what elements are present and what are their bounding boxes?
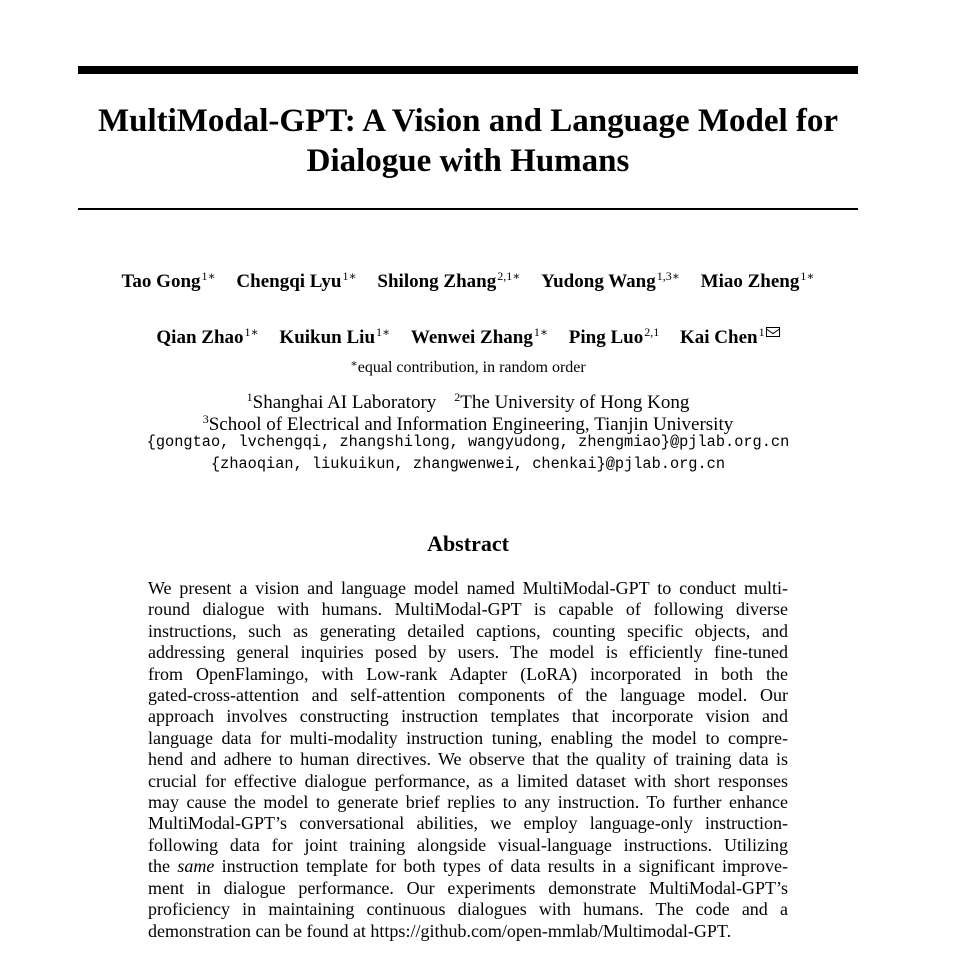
note-mark: ∗ — [350, 358, 358, 370]
author — [236, 264, 356, 294]
author-affil-mark: 1∗ — [376, 325, 391, 339]
abstract-line: gated-cross-attention and self-attention components of the language model. Our — [148, 685, 788, 706]
author-affil-mark: 2,1∗ — [497, 269, 521, 283]
top-rule — [78, 66, 858, 74]
author — [701, 264, 815, 294]
note-text: equal contribution, in random order — [357, 359, 586, 376]
author-name: Ping Luo — [568, 327, 644, 348]
author-name: Tao Gong — [121, 271, 201, 292]
contribution-note — [60, 354, 876, 378]
affil-mark: 3 — [202, 412, 209, 426]
abstract-line: demonstration can be found at https://github.com/open-mmlab/Multimodal-GPT. — [148, 920, 732, 941]
author-affil-mark: 1∗ — [800, 269, 815, 283]
abstract-line: hend and adhere to human directives. We observe that the quality of training data is — [148, 749, 788, 770]
author-name: Qian Zhao — [156, 327, 244, 348]
author-affil-mark: 1∗ — [244, 325, 259, 339]
abstract-line — [148, 856, 788, 877]
author-affil-mark: 1∗ — [533, 325, 549, 339]
email-line-1: {gongtao, lvchengqi, zhangshilong, wangyudong, zhengmiao}@pjlab.org.cn — [146, 433, 790, 451]
author-affil-mark: 1 — [758, 325, 765, 339]
authors-row-1 — [60, 264, 876, 294]
abstract-line: proficiency in maintaining continuous dialogues with humans. The code and a — [148, 899, 788, 920]
abstract-text: the — [148, 856, 170, 877]
author — [569, 320, 659, 350]
abstract-body — [148, 578, 788, 942]
author — [279, 320, 390, 350]
author — [156, 320, 258, 350]
author-affil-mark: 2,1 — [644, 325, 660, 339]
abstract-heading: Abstract — [427, 531, 509, 556]
abstract-line: from OpenFlamingo, with Low-rank Adapter (LoRA) incorporated in both the — [148, 663, 788, 684]
abstract-line: We present a vision and language model named MultiModal-GPT to conduct multi- — [148, 578, 788, 598]
author-name: Kai Chen — [679, 327, 758, 348]
author-name: Miao Zheng — [700, 271, 800, 292]
author-name: Shilong Zhang — [377, 271, 497, 292]
abstract-line: crucial for effective dialogue performance, as a limited dataset with short responses — [148, 770, 788, 791]
author-name: Yudong Wang — [541, 271, 656, 292]
email-line-2: {zhaoqian, liukuikun, zhangwenwei, chenkai}@pjlab.org.cn — [210, 455, 726, 473]
paper-title — [60, 101, 876, 181]
abstract-line: addressing general inquiries posed by users. The model is efficiently fine-tuned — [148, 642, 788, 663]
author-affil-mark: 1∗ — [342, 269, 357, 283]
abstract-line: round dialogue with humans. MultiModal-GPT is capable of following diverse — [148, 599, 788, 620]
title-line-1: MultiModal-GPT: A Vision and Language Model for — [97, 103, 839, 139]
abstract-text: instruction template for both types of data results in a significant improve- — [221, 856, 789, 877]
author-affil-mark: 1∗ — [201, 269, 216, 283]
author-corresponding — [680, 320, 780, 350]
author — [411, 320, 548, 350]
title-rule — [78, 208, 858, 210]
author — [541, 264, 680, 294]
abstract-line: instructions, such as generating detailed captions, counting specific objects, and — [148, 620, 788, 641]
affiliation: The University of Hong Kong — [460, 392, 690, 413]
abstract-line: approach involves constructing instruction templates that incorporate vision and — [148, 706, 788, 727]
author-affil-mark: 1,3∗ — [656, 269, 680, 283]
affiliation: School of Electrical and Information Engineering, Tianjin University — [208, 414, 734, 435]
author-name: Chengqi Lyu — [236, 271, 342, 292]
affil-mark: 1 — [246, 390, 253, 404]
title-line-2: Dialogue with Humans — [306, 143, 630, 179]
author-name: Wenwei Zhang — [410, 327, 533, 348]
abstract-line: MultiModal-GPT’s conversational abilities, we employ language-only instruction- — [148, 813, 788, 834]
author — [377, 264, 520, 294]
affiliation: Shanghai AI Laboratory — [252, 392, 437, 413]
abstract-emphasis: same — [177, 856, 215, 877]
affil-mark: 2 — [454, 390, 461, 404]
abstract-line: ment in dialogue performance. Our experiments demonstrate MultiModal-GPT’s — [148, 877, 788, 898]
author-name: Kuikun Liu — [279, 327, 376, 348]
abstract-line: following data for joint training alongside visual-language instructions. Utilizing — [148, 834, 788, 855]
abstract-line: may cause the model to generate brief replies to any instruction. To further enhance — [148, 792, 788, 813]
author — [121, 264, 215, 294]
abstract-line: language data for multi-modality instruction tuning, enabling the model to compre- — [148, 727, 788, 748]
envelope-icon — [766, 327, 780, 337]
authors-row-2 — [60, 320, 876, 350]
